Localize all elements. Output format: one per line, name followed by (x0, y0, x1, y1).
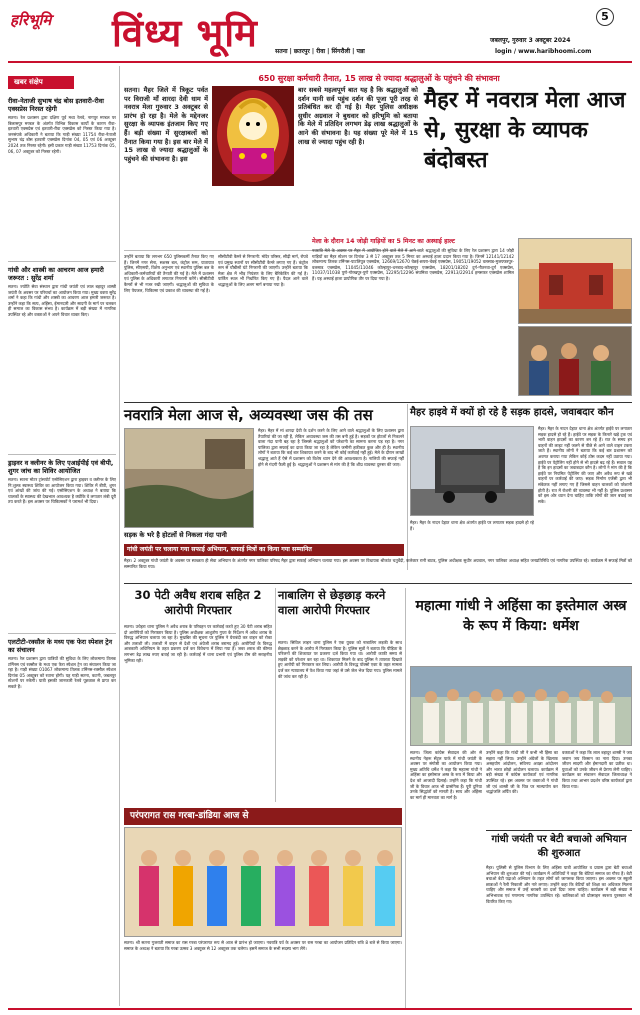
truck-image (411, 427, 534, 516)
crime-divider (275, 588, 276, 802)
sidebar-item-head: ड्राइवर व क्लीनर के लिए एआईपीई एवं बीपी, शुगर जांच का शिविर आयोजित (8, 459, 114, 475)
page-title: विंध्य भूमि (112, 10, 258, 55)
gandhi-divider (405, 588, 406, 1008)
garba-headline (124, 808, 402, 825)
lead-headline (424, 86, 632, 236)
temple-image (519, 239, 632, 324)
sidebar-item-body: सतना। रेल प्रशासन द्वारा दक्षिण पूर्व मध्य रेलवे, नागपुर मण्डल पर बिलासपुर मण्डल के अंतर्गत विभिन्न विकास कार्यों के कारण रीवा-इतवारी एक्सप्रेस एवं इतवारी-रीवा एक्सप्रेस को निरस्त किया गया है। जनसंपर्क अधिकारी ने बताया कि गाड़ी संख्या 11754 रीवा-नेताजी सुभाष चंद्र बोस इतवारी एक्सप्रेस दिनांक 04, 05 एवं 06 अक्टूबर 2024 तक निरस्त रहेगी। इसी प्रकार गाड़ी संख्या 11753 दिनांक 05, 06, 07 अक्टूबर को निरस्त रहेगी। (8, 115, 116, 154)
sidebar-item-body: सतना। ज्योति सेवा संस्थान द्वारा गांधी जयंती एवं लाल बहादुर शास्त्री जयंती के अवसर पर परिचर्चा का आयोजन किया गया। मुख्य वक्ता सुरेंद्र शर्मा ने कहा कि गांधी और शास्त्री का आचरण आज हमारी जरूरत है। उन्होंने कहा कि सत्य, अहिंसा, ईमानदारी और सादगी के मार्ग पर चलकर ही समाज का विकास संभव है। कार्यक्रम में बड़ी संख्या में नागरिक उपस्थित रहे और वक्ताओं ने अपने विचार व्यक्त किए। (8, 284, 116, 317)
highway-photo (410, 426, 534, 516)
highway-divider (407, 404, 408, 570)
lead-col2: बार सबसे महत्वपूर्ण बात यह है कि श्रद्धालुओं को दर्शन यानी सर्व पहुंच दर्शन की पूजा पूरी तरह से प्रतिबंधित कर दी गई है। मैहर पुलिस अधीक्षक सुधीर अग्रवाल ने बुधवार को हरिभूमि को बताया कि मेले में प्रतिदिन लगभग डेढ़ लाख श्रद्धालुओं के आने की संभावना है। यह संख्या पूरे मेले में 15 लाख से ज्यादा पहुंच रही है। (298, 86, 418, 146)
dancers-image (125, 828, 402, 937)
garba-box (124, 808, 402, 1006)
lead-photo (212, 86, 294, 186)
trains-body: नवरात्रि मेले के अवसर पर मैहर में आयोजित होने वाले मेले में आने वाले श्रद्धालुओं की सुविधा के लिए रेल प्रशासन द्वारा 14 जोड़ी गाड़ियों का मैहर स्टेशन पर दिनांक 3 से 17 अक्टूबर तक 5 मिनट का अस्थाई हाल्ट प्रदान किया गया है। जिनमें 12141/12142 लोकमान्य तिलक टर्मिनस-पाटलिपुत्र एक्सप्रेस, 12669/12670 चेन्नई-छपरा-चेन्नई एक्सप्रेस, 19051/19052 वलसाड-मुजफ्फरपुर-वलसाड एक्सप्रेस, 11045/11046 कोल्हापुर-धनबाद-कोल्हापुर एक्सप्रेस, 18201/18202 दुर्ग-नौतनवा-दुर्ग एक्सप्रेस, 11037/11038 पुणे-गोरखपुर-पुणे एक्सप्रेस, 12295/12296 संघमित्रा एक्सप्रेस, 22913/22914 हमसफर एक्सप्रेस शामिल हैं। यह अस्थाई हाल्ट प्रायोगिक तौर पर दिया गया है। (312, 248, 514, 281)
section-rule-1 (124, 402, 632, 403)
navratri-subhead: सड़क के भरे है होटलों से निकला गंदा पानी (124, 531, 227, 539)
daughter-box (486, 830, 632, 1006)
garba-body: सतना। श्री सतना गुजराती समाज का रास गरबा परंपरागत रूप से आज से प्रारंभ हो जाएगा। नवरात्रि पर्व के अवसर पर रास गरबा का आयोजन प्रतिदिन रात्रि 8 बजे से किया जाएगा। समाज के अध्यक्ष ने बताया कि गरबा उत्सव 3 अक्टूबर से 12 अक्टूबर तक चलेगा। इसमें समाज के सभी सदस्य भाग लेंगे। (124, 940, 402, 951)
sidebar-item (8, 454, 116, 627)
gandhi-body-3: वक्ताओं ने कहा कि लाल बहादुर शास्त्री ने जय जवान जय किसान का नारा दिया। उनका जीवन सादगी और ईमानदारी का प्रतीक था। युवाओं को उनके जीवन से प्रेरणा लेनी चाहिए। कार्यक्रम का संचालन सेवादल जिलाध्यक्ष ने किया तथा आभार प्रदर्शन वरिष्ठ कार्यकर्ता द्वारा किया गया। (562, 750, 632, 789)
lead-col1: सतना। मैहर जिले में त्रिकूट पर्वत पर विराजी माँ शारदा देवी धाम में नवरात्र मेला गुरुवार 3 अक्टूबर से प्रारंभ हो रहा है। मेले के मद्देनजर सुरक्षा के व्यापक इंतजाम किए गए हैं। बड़ी संख्या में सुरक्षाबलों को तैनात किया गया है। इस बार मेले में 15 लाख से ज्यादा श्रद्धालुओं के पहुंचने की संभावना है। इस (124, 86, 208, 163)
gandhi-body-1: सतना। जिला कांग्रेस सेवादल की ओर से स्थानीय नेहरू सेंट्रल पार्क में गांधी जयंती के अवसर पर संगोष्ठी का आयोजन किया गया। मुख्य अतिथि धर्मेश ने कहा कि महात्मा गांधी ने अहिंसा का इस्तेमाल अस्त्र के रूप में किया और देश को आजादी दिलाई। उन्होंने कहा कि गांधी जी के विचार आज भी प्रासंगिक हैं। पूरी दुनिया उनके सिद्धांतों को मानती है। सत्य और अहिंसा का मार्ग ही मानवता का मार्ग है। (410, 750, 482, 800)
navratri-body: मैहर। मैहर में मां शारदा देवी के दर्शन करने के लिए आने वाले श्रद्धालुओं के लिए प्रशासन द्वारा तैयारियां की जा रही हैं, लेकिन अव्यवस्था जस की तस बनी हुई है। सड़कों पर होटलों से निकलने वाला गंदा पानी बह रहा है जिससे श्रद्धालुओं को परेशानी का सामना करना पड़ रहा है। नगर पालिका द्वारा सफाई का दावा किया जा रहा है लेकिन जमीनी हकीकत कुछ और ही है। स्थानीय लोगों ने बताया कि कई बार शिकायत करने के बाद भी कोई कार्रवाई नहीं हुई। मेले के दौरान लाखों श्रद्धालु आते हैं ऐसे में प्रशासन को विशेष ध्यान देने की आवश्यकता है। नालियों की सफाई नहीं होने से गंदगी फैली हुई है। श्रद्धालुओं ने प्रशासन से मांग की है कि शीघ्र व्यवस्था दुरुस्त की जाए। (258, 428, 404, 467)
garba-headline-text: परंपरागत रास गरबा-डांडिया आज से (130, 811, 249, 821)
page-number: 5 (596, 8, 614, 26)
navratri-headline: नवरात्रि मेला आज से, अव्यवस्था जस की तस (124, 406, 373, 424)
garba-photo (124, 827, 402, 937)
sidebar-item-head: रीवा-नेताजी सुभाष चंद्र बोस इतवारी-रीवा एक्सप्रेस निरस्त रहेगी (8, 97, 104, 113)
drain-image (125, 429, 254, 528)
editions-bar (220, 46, 420, 58)
editions: सतना | छतरपुर | रीवा | सिंगरौली | पन्ना (275, 48, 365, 55)
login-url: login / www.haribhoomi.com (495, 48, 592, 55)
gandhi-headline: महात्मा गांधी ने अहिंसा का इस्तेमाल अस्त्र के रूप में किया: धर्मेश (415, 598, 627, 634)
trains-headline: मेला के दौरान 14 जोड़ी गाड़ियों का 5 मिनट का अस्थाई हाल्ट (312, 238, 455, 245)
lead-col3: उन्होंने बताया कि लगभग 650 पुलिसकर्मी तैनात किए गए हैं। जिनमें नगर सेना, सशस्त्र बल, कंट्रोल रूम, यातायात पुलिस, सीएसपी, विशेष अनुभाग एवं स्थानीय पुलिस बल के अधिकारी-कर्मचारियों की तैनाती की गई है। मेले में प्रशासन एवं पुलिस के अधिकारी लगातार निगरानी करेंगे। सीसीटीवी कैमरों से भी नजर रखी जाएगी। श्रद्धालुओं की सुविधा के लिए पेयजल, चिकित्सा एवं प्रकाश की व्यवस्था की गई है। (124, 254, 214, 293)
deity-image (212, 86, 294, 186)
bottom-rule (8, 1008, 632, 1010)
sidebar-item (8, 633, 116, 886)
gandhi-photo (410, 666, 632, 746)
lead-strap (126, 66, 632, 83)
sidebar (8, 66, 116, 1006)
sidebar-item-body: सतना। रेल प्रशासन द्वारा यात्रियों की सुविधा के लिए लोकमान्य तिलक टर्मिनस एवं रक्सौल के मध्य एक फेरा स्पेशल ट्रेन का संचालन किया जा रहा है। गाड़ी संख्या 01067 लोकमान्य तिलक टर्मिनस-रक्सौल स्पेशल दिनांक 05 अक्टूबर को रवाना होगी। यह गाड़ी सतना, कटनी, जबलपुर स्टेशनों पर रुकेगी। यात्री इसकी जानकारी रेलवे पूछताछ से प्राप्त कर सकते हैं। (8, 656, 116, 689)
liquor-body: सतना। उचेहरा थाना पुलिस ने अवैध शराब के परिवहन पर कार्रवाई करते हुए 30 पेटी शराब सहित दो आरोपियों को गिरफ्तार किया है। पुलिस अधीक्षक आशुतोष गुप्ता के निर्देशन में अवैध शराब के विरुद्ध अभियान चलाया जा रहा है। मुखबिर की सूचना पर पुलिस ने घेराबंदी कर वाहन को रोका और तलाशी ली। तलाशी में वाहन से देशी एवं अंग्रेजी शराब बरामद हुई। आरोपियों के विरुद्ध आबकारी अधिनियम के तहत प्रकरण दर्ज कर विवेचना में लिया गया है। जब्त शराब की कीमत लगभग डेढ़ लाख रुपए बताई जा रही है। कार्रवाई में थाना प्रभारी एवं पुलिस टीम की सराहनीय भूमिका रही। (124, 624, 272, 663)
sidebar-item (8, 97, 116, 255)
highway-body: मैहर। मैहर के नादन देहात थाना क्षेत्र अंतर्गत हाईवे पर लगातार सड़क हादसे हो रहे हैं। हाईवे पर सड़क के किनारे खड़े ट्रक एवं भारी वाहन हादसों का कारण बन रहे हैं। रात के समय इन वाहनों की लाइट नहीं जलने से पीछे से आने वाले वाहन टकरा जाते हैं। स्थानीय लोगों ने बताया कि कई बार प्रशासन को अवगत कराया गया लेकिन कोई ठोस कदम नहीं उठाया गया। हाईवे पर पेट्रोलिंग नहीं होने से भी हादसे बढ़ रहे हैं। सवाल यह है कि इन हादसों का जवाबदार कौन है। लोगों ने मांग की है कि हाईवे पर नियमित पेट्रोलिंग की जाए और अवैध रूप से खड़े वाहनों पर कार्रवाई की जाए। सड़क निर्माण एजेंसी द्वारा भी संकेतक नहीं लगाए गए हैं जिससे वाहन चालकों को परेशानी होती है। रात में रोशनी की व्यवस्था भी नहीं है। पुलिस प्रशासन को इस ओर ध्यान देना चाहिए ताकि लोगों की जान बचाई जा सके। (538, 426, 632, 504)
navratri-photo (124, 428, 254, 528)
daughter-headline: गांधी जयंती पर बेटी बचाओ अभियान की शुरुआत (486, 830, 632, 865)
sidebar-label (8, 76, 74, 89)
sidebar-divider (119, 66, 120, 1006)
highway-headline: मैहर हाइवे में क्यों हो रहे है सड़क हादसे, जवाबदार कौन (410, 407, 614, 418)
lead-headline-text: मैहर में नवरात्र मेला आज से, सुरक्षा के व्यापक बंदोबस्त (424, 88, 626, 173)
daughter-body: मैहर। पुलिसी से पुलिस विभाग के लिए अहिंसा यात्री आयोजित व प्रयास द्वारा बेटी बचाओ अभियान की शुरुआत की गई। कार्यक्रम में अतिथियों ने कहा कि बेटियां समाज का गौरव हैं। बेटी बचाओ बेटी पढ़ाओ अभियान के तहत लोगों को जागरूक किया जाएगा। इस अवसर पर स्कूली छात्राओं ने रैली निकाली और नारे लगाए। उन्होंने कहा कि बेटियों को शिक्षा का अधिकार मिलना चाहिए और समाज में उन्हें बराबरी का दर्जा दिया जाना चाहिए। कार्यक्रम में बड़ी संख्या में अभिभावक एवं गणमान्य नागरिक उपस्थित रहे। बालिकाओं को प्रोत्साहन स्वरूप पुरस्कार भी वितरित किए गए। (486, 865, 632, 904)
dateline: जबलपुर, गुरुवार 3 अक्टूबर 2024 (490, 37, 571, 44)
gandhi-body-2: उन्होंने कहा कि गांधी जी ने कभी भी हिंसा का सहारा नहीं लिया। उन्होंने अंग्रेजों के खिलाफ असहयोग आंदोलन, सविनय अवज्ञा आंदोलन और भारत छोड़ो आंदोलन चलाया। कार्यक्रम में बड़ी संख्या में कांग्रेस कार्यकर्ता एवं नागरिक उपस्थित रहे। इस अवसर पर वक्ताओं ने गांधी जी एवं शास्त्री जी के चित्र पर माल्यार्पण कर श्रद्धांजलि अर्पित की। (486, 750, 558, 795)
sidebar-item-head: गांधी और शास्त्री का आचरण आज हमारी जरूरत : सुरेंद्र शर्मा (8, 266, 104, 282)
crowd-image (519, 327, 632, 396)
sidebar-item (8, 261, 116, 448)
cleanliness-body: मैहर। 2 अक्टूबर गांधी जयंती के अवसर पर स्वच्छता ही सेवा अभियान के अंतर्गत नगर पालिका परिषद मैहर द्वारा सफाई अभियान चलाया गया। इस अवसर पर विधायक श्रीकांत चतुर्वेदी, कलेक्टर रानी बाटड, पुलिस अधीक्षक सुधीर अग्रवाल, नगर पालिका अध्यक्ष सहित जनप्रतिनिधि एवं नागरिक उपस्थित रहे। कार्यक्रम में सफाई मित्रों को सम्मानित किया गया। (124, 558, 632, 569)
masthead-rule (8, 61, 632, 63)
lead-photo-crowd (518, 326, 632, 396)
cleanliness-headline (124, 544, 404, 556)
minor-body: सतना। सिविल लाइन थाना पुलिस ने एक युवक को नाबालिग लड़की के साथ छेड़छाड़ करने के आरोप में गिरफ्तार किया है। पुलिस सूत्रों ने बताया कि पीड़िता के परिजनों की शिकायत पर प्रकरण दर्ज किया गया था। आरोपी काफी समय से लड़की को परेशान कर रहा था। शिकायत मिलने के बाद पुलिस ने तत्परता दिखाते हुए आरोपी को गिरफ्तार कर लिया। आरोपी के विरुद्ध पॉक्सो एक्ट के तहत मामला दर्ज कर न्यायालय में पेश किया गया जहां से उसे जेल भेज दिया गया। पुलिस मामले की जांच कर रही है। (278, 640, 402, 679)
sidebar-item-head: एलटीटी-रक्सौल के मध्य एक फेरा स्पेशल ट्रेन का संचालन (8, 638, 113, 654)
masthead (0, 0, 640, 60)
cleanliness-headline-text: गांधी जयंती पर चलाया गया सफाई अभियान, सफाई मित्रों का किया गया सम्मानित (127, 546, 312, 553)
sidebar-label-text: खबर संक्षेप (14, 78, 43, 86)
highway-caption: मैहर। मैहर के नादन देहात थाना क्षेत्र अंतर्गत हाईवे पर लगातार सड़क हादसे हो रहे हैं। (410, 520, 534, 531)
trains-box (312, 238, 514, 394)
gathering-image (411, 667, 632, 746)
lead-photo-temple (518, 238, 632, 324)
logo: हरिभूमि (10, 11, 52, 29)
liquor-headline: 30 पेटी अवैध शराब सहित 2 आरोपी गिरफ्तार (134, 588, 262, 617)
minor-headline: नाबालिग से छेड़छाड़ करने वाला आरोपी गिरफ्तार (278, 588, 386, 617)
section-rule-2 (124, 583, 632, 584)
lead-col4: सीसीटीवी कैमरे से निगरानी: मंदिर परिसर, सीढ़ी मार्ग, रोपवे एवं प्रमुख स्थानों पर सीसीटीवी कैमरे लगाए गए हैं। कंट्रोल रूम से चौबीसों घंटे निगरानी की जाएगी। उन्होंने बताया कि मेला क्षेत्र में भीड़ नियंत्रण के लिए बैरिकेडिंग की गई है। पार्किंग स्थल भी निर्धारित किए गए हैं। पैदल आने वाले श्रद्धालुओं के लिए अलग मार्ग बनाया गया है। (218, 254, 308, 287)
sidebar-item-body: सतना। सतना मोटर ट्रांसपोर्ट एसोसिएशन द्वारा ड्राइवर व क्लीनर के लिए नि:शुल्क स्वास्थ्य शिविर का आयोजन किया गया। शिविर में बीपी, शुगर एवं आंखों की जांच की गई। एसोसिएशन के अध्यक्ष ने बताया कि चालकों के स्वास्थ्य की देखभाल आवश्यक है क्योंकि वे लगातार लंबी दूरी तय करते हैं। इस अवसर पर चिकित्सकों ने परामर्श भी दिया। (8, 477, 116, 505)
lead-strap-text: 650 सुरक्षा कर्मचारी तैनात, 15 लाख से ज्यादा श्रद्धालुओं के पहुंचने की संभावना (258, 74, 500, 83)
